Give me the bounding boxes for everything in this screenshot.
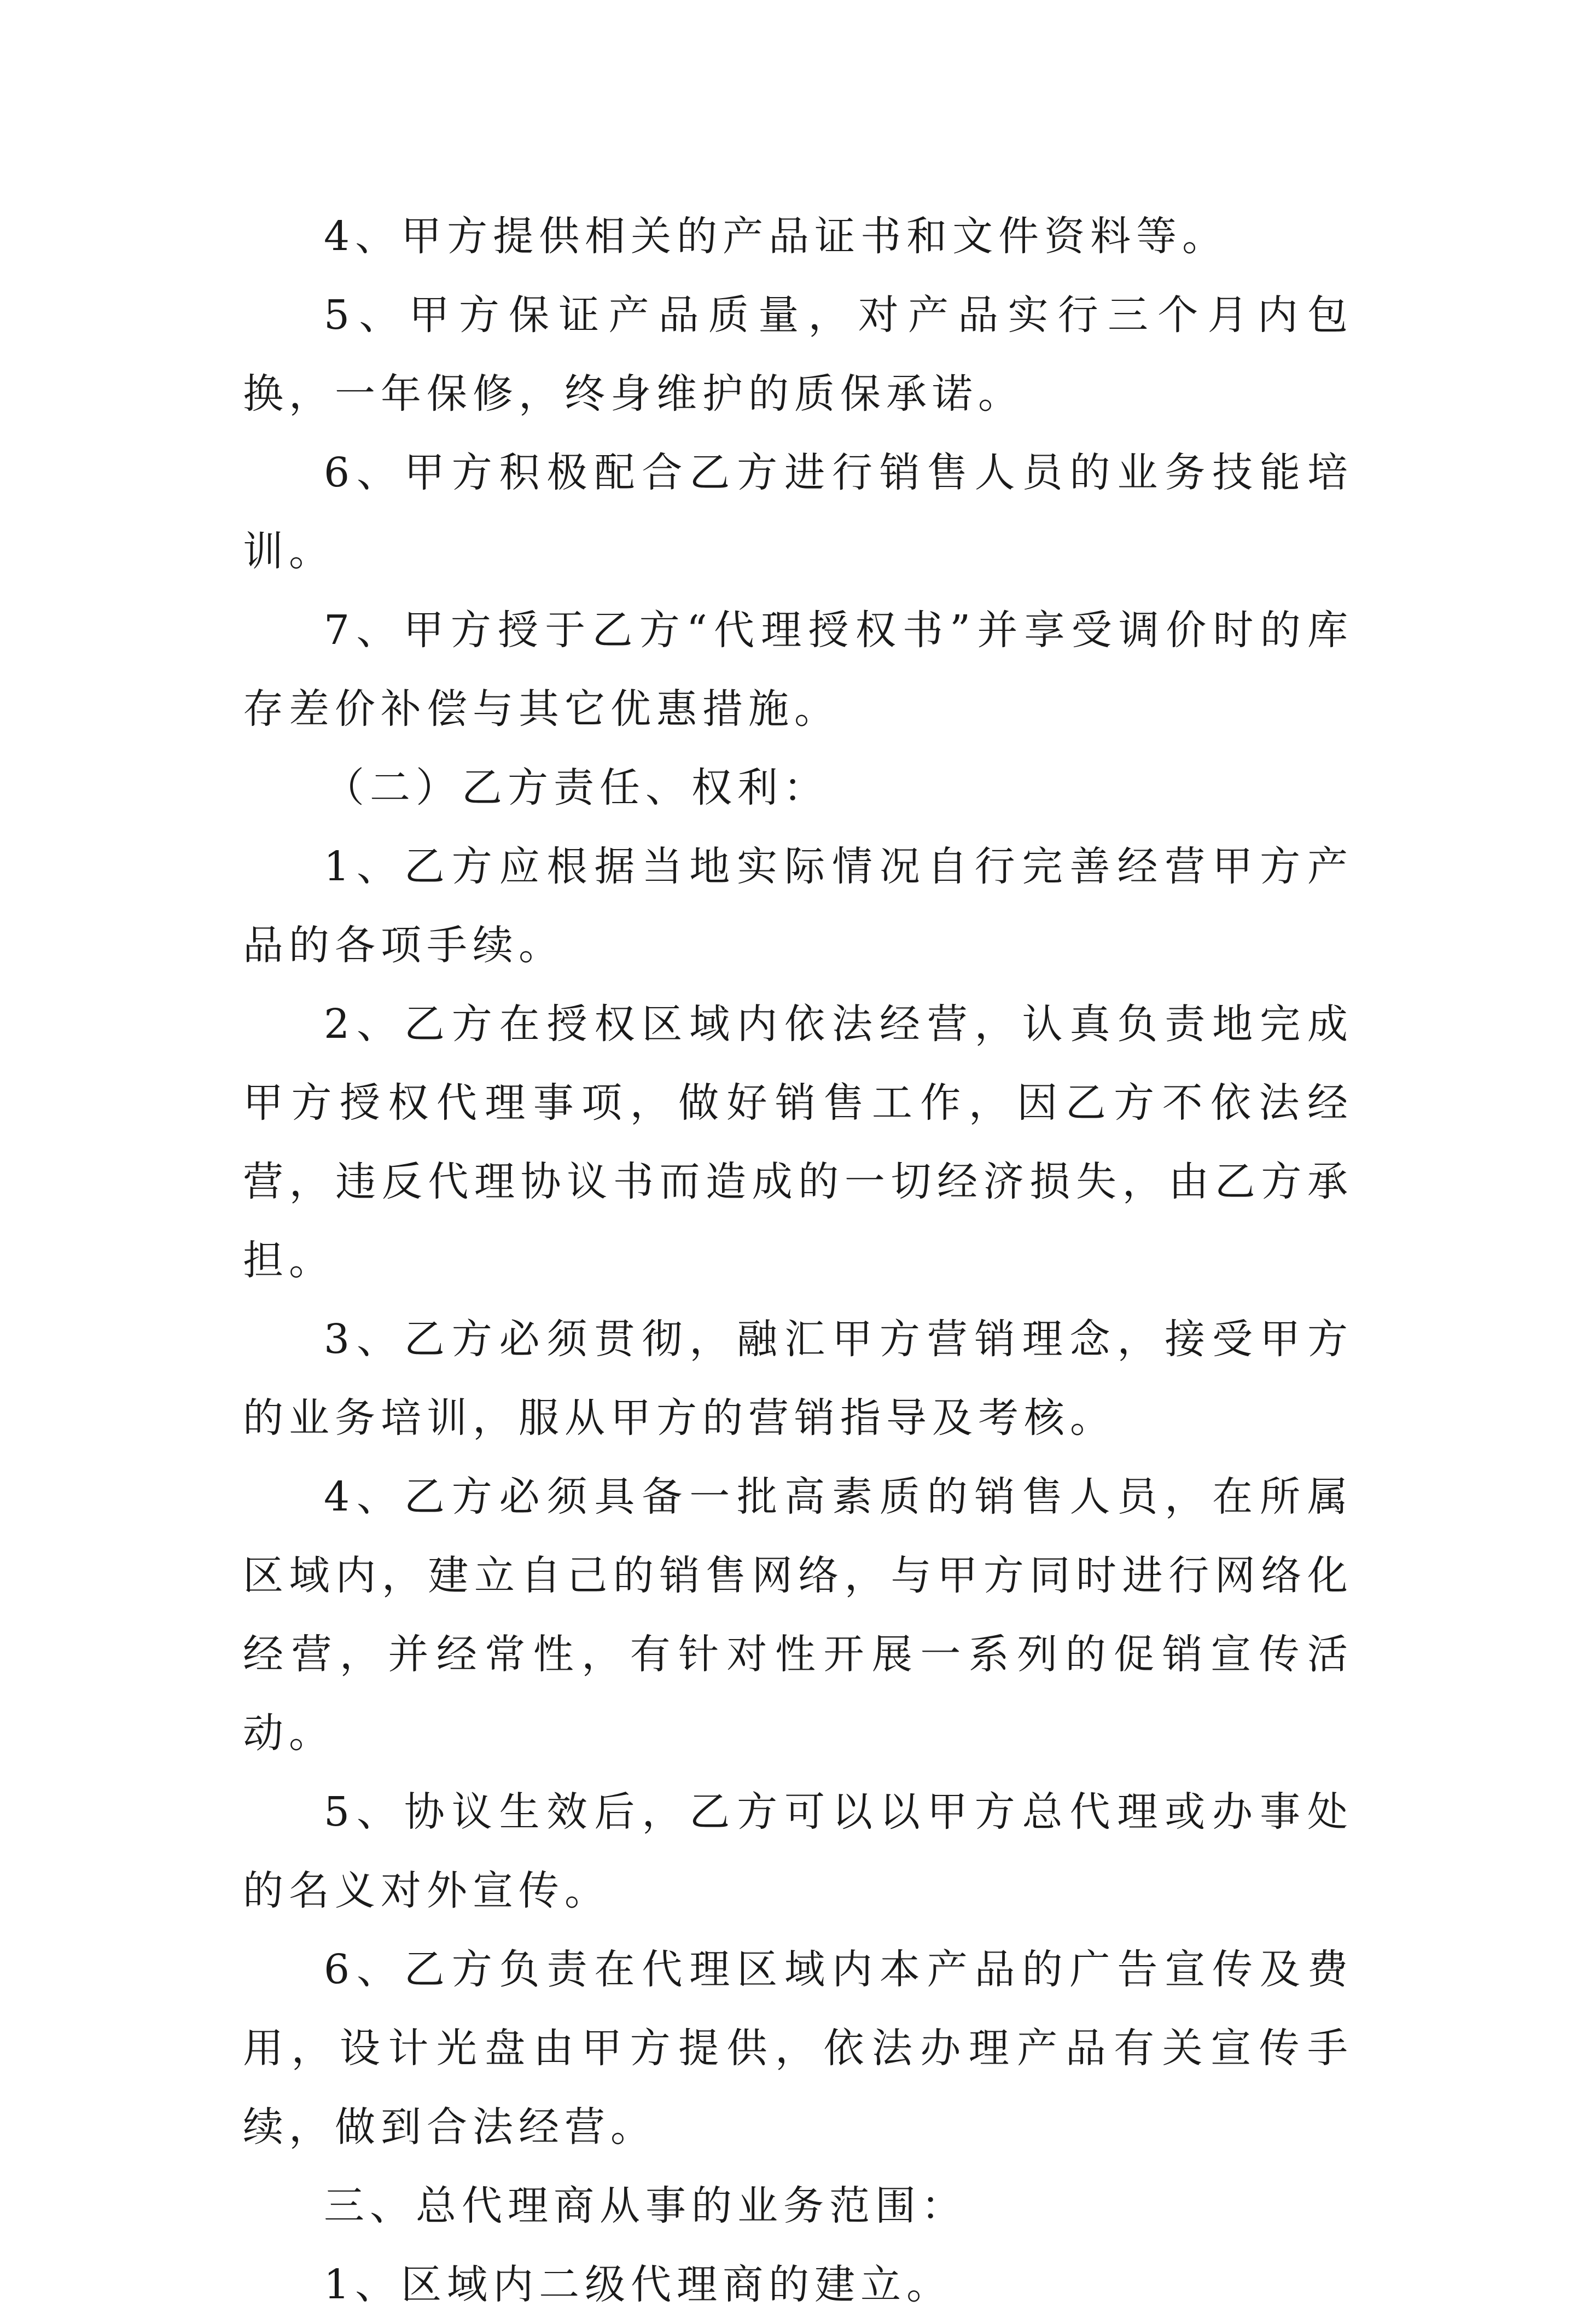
paragraph-a7: 7、甲方授于乙方“代理授权书”并享受调价时的库存差价补偿与其它优惠措施。 [243, 607, 1353, 733]
paragraph-c1: 1、区域内二级代理商的建立。 [324, 2261, 953, 2308]
paragraph-b4: 4、乙方必须具备一批高素质的销售人员，在所属区域内，建立自己的销售网络，与甲方同时进行网络化经营，并经常性，有针对性开展一系列的促销宣传活动。 [243, 1473, 1353, 1757]
paragraph-b1: 1、乙方应根据当地实际情况自行完善经营甲方产品的各项手续。 [243, 843, 1353, 969]
paragraph-a5: 5、甲方保证产品质量，对产品实行三个月内包换，一年保修，终身维护的质保承诺。 [243, 292, 1353, 417]
paragraph-b2: 2、乙方在授权区域内依法经营，认真负责地完成甲方授权代理事项，做好销售工作，因乙方不依法经营，违反代理协议书而造成的一切经济损失，由乙方承担。 [243, 1001, 1353, 1284]
paragraph-b3: 3、乙方必须贯彻，融汇甲方营销理念，接受甲方的业务培训，服从甲方的营销指导及考核。 [243, 1316, 1353, 1442]
section-heading-scope: 三、总代理商从事的业务范围： [324, 2182, 967, 2229]
paragraph-b5: 5、协议生效后，乙方可以以甲方总代理或办事处的名义对外宣传。 [243, 1788, 1353, 1914]
document-body [243, 197, 1353, 2324]
paragraph-b6: 6、乙方负责在代理区域内本产品的广告宣传及费用，设计光盘由甲方提供，依法办理产品有关宣传手续，做到合法经营。 [243, 1946, 1353, 2151]
paragraph-a4: 4、甲方提供相关的产品证书和文件资料等。 [324, 213, 1229, 260]
paragraph-a6: 6、甲方积极配合乙方进行销售人员的业务技能培训。 [243, 449, 1353, 575]
section-heading-party-b: （二）乙方责任、权利： [324, 764, 829, 811]
